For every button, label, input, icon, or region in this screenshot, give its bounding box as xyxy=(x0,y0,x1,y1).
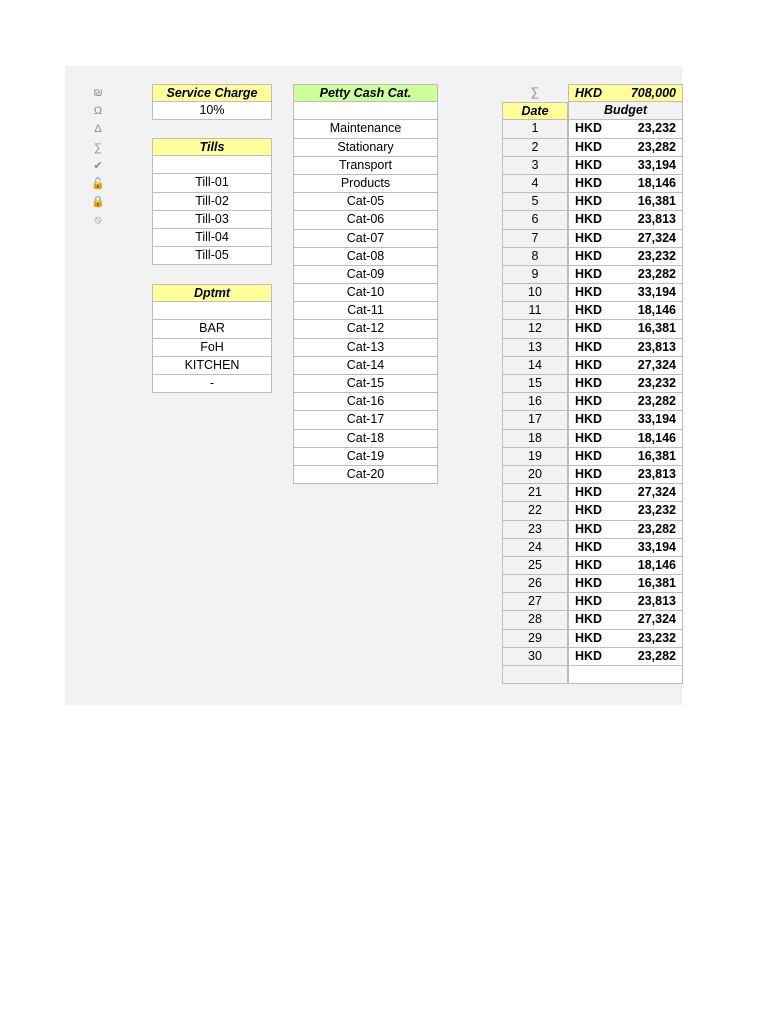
budget-currency: HKD xyxy=(575,503,603,518)
date-header: Date xyxy=(502,102,568,120)
budget-currency: HKD xyxy=(575,248,603,263)
budget-cell[interactable] xyxy=(568,393,683,411)
petty-cash-category-cell[interactable]: Cat-16 xyxy=(293,393,438,411)
budget-row xyxy=(502,411,683,429)
date-cell[interactable]: 22 xyxy=(502,502,568,520)
date-cell[interactable]: 12 xyxy=(502,320,568,338)
budget-cell[interactable] xyxy=(568,230,683,248)
petty-cash-category-cell[interactable]: Cat-06 xyxy=(293,211,438,229)
budget-amount: 16,381 xyxy=(637,194,676,209)
departments-header: Dptmt xyxy=(152,284,272,302)
budget-block xyxy=(502,84,683,684)
date-cell[interactable] xyxy=(502,666,568,684)
budget-cell[interactable] xyxy=(568,139,683,157)
till-cell[interactable]: Till-03 xyxy=(152,211,272,229)
budget-row xyxy=(502,211,683,229)
budget-cell[interactable] xyxy=(568,284,683,302)
budget-row xyxy=(502,284,683,302)
service-charge-value[interactable]: 10% xyxy=(152,102,272,120)
petty-cash-category-cell[interactable]: Cat-07 xyxy=(293,230,438,248)
budget-currency: HKD xyxy=(575,630,603,645)
petty-cash-category-cell[interactable]: Cat-11 xyxy=(293,302,438,320)
budget-cell[interactable] xyxy=(568,339,683,357)
petty-cash-block xyxy=(293,84,438,484)
budget-amount: 23,813 xyxy=(637,212,676,227)
budget-amount: 23,282 xyxy=(637,394,676,409)
budget-row xyxy=(502,375,683,393)
date-cell[interactable]: 3 xyxy=(502,157,568,175)
budget-row xyxy=(502,302,683,320)
petty-cash-category-cell[interactable]: Stationary xyxy=(293,139,438,157)
service-charge-block xyxy=(152,84,272,120)
budget-amount: 23,232 xyxy=(637,630,676,645)
budget-cell[interactable] xyxy=(568,648,683,666)
budget-amount: 23,232 xyxy=(637,121,676,136)
budget-amount: 23,813 xyxy=(637,594,676,609)
budget-currency: HKD xyxy=(575,594,603,609)
date-cell[interactable]: 30 xyxy=(502,648,568,666)
date-cell[interactable]: 29 xyxy=(502,630,568,648)
budget-row xyxy=(502,575,683,593)
petty-cash-category-cell[interactable]: Transport xyxy=(293,157,438,175)
department-cell[interactable]: FoH xyxy=(152,339,272,357)
budget-currency: HKD xyxy=(575,321,603,336)
petty-cash-category-cell[interactable]: Cat-20 xyxy=(293,466,438,484)
budget-cell[interactable] xyxy=(568,157,683,175)
budget-amount: 23,282 xyxy=(637,139,676,154)
budget-row xyxy=(502,430,683,448)
budget-cell[interactable] xyxy=(568,630,683,648)
date-cell[interactable]: 20 xyxy=(502,466,568,484)
budget-amount: 18,146 xyxy=(637,557,676,572)
budget-cell[interactable] xyxy=(568,539,683,557)
budget-header-row xyxy=(502,102,683,120)
petty-cash-category-cell[interactable]: Cat-18 xyxy=(293,430,438,448)
budget-cell[interactable] xyxy=(568,248,683,266)
budget-cell[interactable] xyxy=(568,611,683,629)
date-cell[interactable]: 25 xyxy=(502,557,568,575)
department-cell[interactable]: BAR xyxy=(152,320,272,338)
side-icon-column xyxy=(88,84,108,230)
budget-currency: HKD xyxy=(575,339,603,354)
budget-header: Budget xyxy=(568,102,683,120)
budget-currency: HKD xyxy=(575,466,603,481)
budget-row xyxy=(502,120,683,138)
budget-amount: 33,194 xyxy=(637,539,676,554)
date-cell[interactable]: 6 xyxy=(502,211,568,229)
budget-cell[interactable] xyxy=(568,193,683,211)
budget-currency: HKD xyxy=(575,194,603,209)
budget-currency: HKD xyxy=(575,430,603,445)
budget-amount: 27,324 xyxy=(637,230,676,245)
department-cell[interactable]: KITCHEN xyxy=(152,357,272,375)
date-cell[interactable]: 18 xyxy=(502,430,568,448)
date-cell[interactable]: 26 xyxy=(502,575,568,593)
budget-amount: 23,282 xyxy=(637,648,676,663)
budget-row xyxy=(502,648,683,666)
budget-row xyxy=(502,611,683,629)
budget-cell[interactable] xyxy=(568,411,683,429)
budget-amount: 23,232 xyxy=(637,376,676,390)
budget-row xyxy=(502,357,683,375)
budget-row xyxy=(502,339,683,357)
prohibited-icon[interactable]: ⦸ xyxy=(94,214,102,227)
budget-cell[interactable] xyxy=(568,521,683,539)
budget-row xyxy=(502,193,683,211)
budget-cell[interactable] xyxy=(568,666,683,684)
petty-cash-category-cell[interactable]: Cat-10 xyxy=(293,284,438,302)
date-cell[interactable]: 1 xyxy=(502,120,568,138)
budget-cell[interactable] xyxy=(568,211,683,229)
budget-amount: 27,324 xyxy=(637,612,676,627)
lock-icon[interactable]: 🔒 xyxy=(91,196,105,209)
budget-cell[interactable] xyxy=(568,430,683,448)
till-cell[interactable]: Till-01 xyxy=(152,174,272,192)
budget-amount: 18,146 xyxy=(637,430,676,445)
budget-cell[interactable] xyxy=(568,302,683,320)
petty-cash-category-cell[interactable]: Cat-15 xyxy=(293,375,438,393)
department-cell[interactable]: - xyxy=(152,375,272,393)
budget-cell[interactable] xyxy=(568,175,683,193)
budget-amount: 23,282 xyxy=(637,521,676,536)
budget-row xyxy=(502,521,683,539)
budget-amount: 33,194 xyxy=(637,157,676,172)
budget-currency: HKD xyxy=(575,376,603,390)
budget-total-value: 708,000 xyxy=(630,86,676,100)
date-cell[interactable]: 28 xyxy=(502,611,568,629)
till-cell[interactable]: Till-05 xyxy=(152,247,272,265)
sigma-icon: ∑ xyxy=(530,85,540,99)
budget-row xyxy=(502,248,683,266)
budget-currency: HKD xyxy=(575,648,603,663)
budget-currency: HKD xyxy=(575,412,603,427)
date-cell[interactable]: 10 xyxy=(502,284,568,302)
budget-row xyxy=(502,502,683,520)
service-charge-header: Service Charge xyxy=(152,84,272,102)
budget-cell[interactable] xyxy=(568,266,683,284)
petty-cash-category-cell[interactable]: Cat-09 xyxy=(293,266,438,284)
date-cell[interactable]: 21 xyxy=(502,484,568,502)
budget-amount: 16,381 xyxy=(637,576,676,591)
date-cell[interactable]: 24 xyxy=(502,539,568,557)
budget-cell[interactable] xyxy=(568,320,683,338)
budget-currency: HKD xyxy=(575,557,603,572)
budget-row xyxy=(502,157,683,175)
budget-row xyxy=(502,557,683,575)
omega-icon[interactable]: Ω xyxy=(93,105,103,118)
sigma-icon[interactable]: ∑ xyxy=(94,141,102,154)
budget-currency: HKD xyxy=(575,576,603,591)
budget-total-cell[interactable] xyxy=(568,84,683,102)
budget-cell[interactable] xyxy=(568,375,683,393)
petty-cash-category-cell[interactable]: Cat-13 xyxy=(293,339,438,357)
budget-amount: 27,324 xyxy=(637,485,676,500)
budget-currency: HKD xyxy=(575,175,603,190)
budget-cell[interactable] xyxy=(568,484,683,502)
budget-currency: HKD xyxy=(575,230,603,245)
budget-cell[interactable] xyxy=(568,502,683,520)
budget-cell[interactable] xyxy=(568,557,683,575)
till-cell[interactable]: Till-04 xyxy=(152,229,272,247)
budget-cell[interactable] xyxy=(568,120,683,138)
budget-amount: 18,146 xyxy=(637,303,676,318)
till-cell[interactable] xyxy=(152,156,272,174)
date-cell[interactable]: 9 xyxy=(502,266,568,284)
budget-amount: 33,194 xyxy=(637,412,676,427)
budget-currency: HKD xyxy=(575,521,603,536)
budget-row xyxy=(502,484,683,502)
petty-cash-category-cell[interactable]: Cat-19 xyxy=(293,448,438,466)
date-cell[interactable]: 13 xyxy=(502,339,568,357)
budget-cell[interactable] xyxy=(568,357,683,375)
date-cell[interactable]: 8 xyxy=(502,248,568,266)
budget-row xyxy=(502,175,683,193)
budget-cell[interactable] xyxy=(568,466,683,484)
departments-block xyxy=(152,284,272,393)
date-cell[interactable]: 17 xyxy=(502,411,568,429)
date-cell[interactable]: 27 xyxy=(502,593,568,611)
tills-block xyxy=(152,138,272,265)
budget-amount: 23,813 xyxy=(637,339,676,354)
petty-cash-category-cell[interactable] xyxy=(293,102,438,120)
budget-currency: HKD xyxy=(575,139,603,154)
budget-row xyxy=(502,448,683,466)
petty-cash-category-cell[interactable]: Cat-12 xyxy=(293,320,438,338)
budget-currency: HKD xyxy=(575,157,603,172)
shekel-icon[interactable]: ₪ xyxy=(93,87,103,99)
date-cell[interactable]: 23 xyxy=(502,521,568,539)
budget-currency: HKD xyxy=(575,121,603,136)
budget-row xyxy=(502,630,683,648)
budget-amount: 23,813 xyxy=(637,466,676,481)
budget-amount: 27,324 xyxy=(637,357,676,372)
budget-row xyxy=(502,666,683,684)
budget-row xyxy=(502,266,683,284)
budget-currency: HKD xyxy=(575,285,603,300)
budget-amount: 23,282 xyxy=(637,266,676,281)
petty-cash-category-cell[interactable]: Cat-17 xyxy=(293,411,438,429)
budget-total-currency: HKD xyxy=(575,86,603,100)
department-cell[interactable] xyxy=(152,302,272,320)
budget-amount: 33,194 xyxy=(637,285,676,300)
petty-cash-category-cell[interactable]: Cat-08 xyxy=(293,248,438,266)
date-cell[interactable]: 15 xyxy=(502,375,568,393)
petty-cash-category-cell[interactable]: Products xyxy=(293,175,438,193)
budget-amount: 18,146 xyxy=(637,175,676,190)
date-cell[interactable]: 2 xyxy=(502,139,568,157)
budget-row xyxy=(502,466,683,484)
budget-amount: 23,232 xyxy=(637,248,676,263)
date-cell[interactable]: 7 xyxy=(502,230,568,248)
budget-row xyxy=(502,393,683,411)
budget-currency: HKD xyxy=(575,266,603,281)
budget-currency: HKD xyxy=(575,394,603,409)
budget-currency: HKD xyxy=(575,448,603,463)
budget-currency: HKD xyxy=(575,303,603,318)
delta-icon[interactable]: Δ xyxy=(94,123,102,136)
date-cell[interactable]: 11 xyxy=(502,302,568,320)
date-cell[interactable]: 4 xyxy=(502,175,568,193)
date-cell[interactable]: 19 xyxy=(502,448,568,466)
petty-cash-category-cell[interactable]: Maintenance xyxy=(293,120,438,138)
petty-cash-category-cell[interactable]: Cat-05 xyxy=(293,193,438,211)
unlock-icon[interactable]: 🔓 xyxy=(91,177,105,190)
budget-cell[interactable] xyxy=(568,593,683,611)
budget-cell[interactable] xyxy=(568,448,683,466)
petty-cash-header: Petty Cash Cat. xyxy=(293,84,438,102)
tills-header: Tills xyxy=(152,138,272,156)
budget-row xyxy=(502,593,683,611)
budget-amount: 16,381 xyxy=(637,448,676,463)
budget-row xyxy=(502,230,683,248)
budget-row xyxy=(502,320,683,338)
date-cell[interactable]: 14 xyxy=(502,357,568,375)
check-icon[interactable]: ✔ xyxy=(93,159,103,172)
budget-currency: HKD xyxy=(575,485,603,500)
budget-currency: HKD xyxy=(575,612,603,627)
date-cell[interactable]: 5 xyxy=(502,193,568,211)
date-cell[interactable]: 16 xyxy=(502,393,568,411)
till-cell[interactable]: Till-02 xyxy=(152,193,272,211)
budget-cell[interactable] xyxy=(568,575,683,593)
budget-row xyxy=(502,139,683,157)
budget-currency: HKD xyxy=(575,539,603,554)
budget-amount: 16,381 xyxy=(637,321,676,336)
budget-total-row xyxy=(502,84,683,102)
budget-amount: 23,232 xyxy=(637,503,676,518)
budget-currency: HKD xyxy=(575,357,603,372)
petty-cash-category-cell[interactable]: Cat-14 xyxy=(293,357,438,375)
budget-currency: HKD xyxy=(575,212,603,227)
budget-row xyxy=(502,539,683,557)
